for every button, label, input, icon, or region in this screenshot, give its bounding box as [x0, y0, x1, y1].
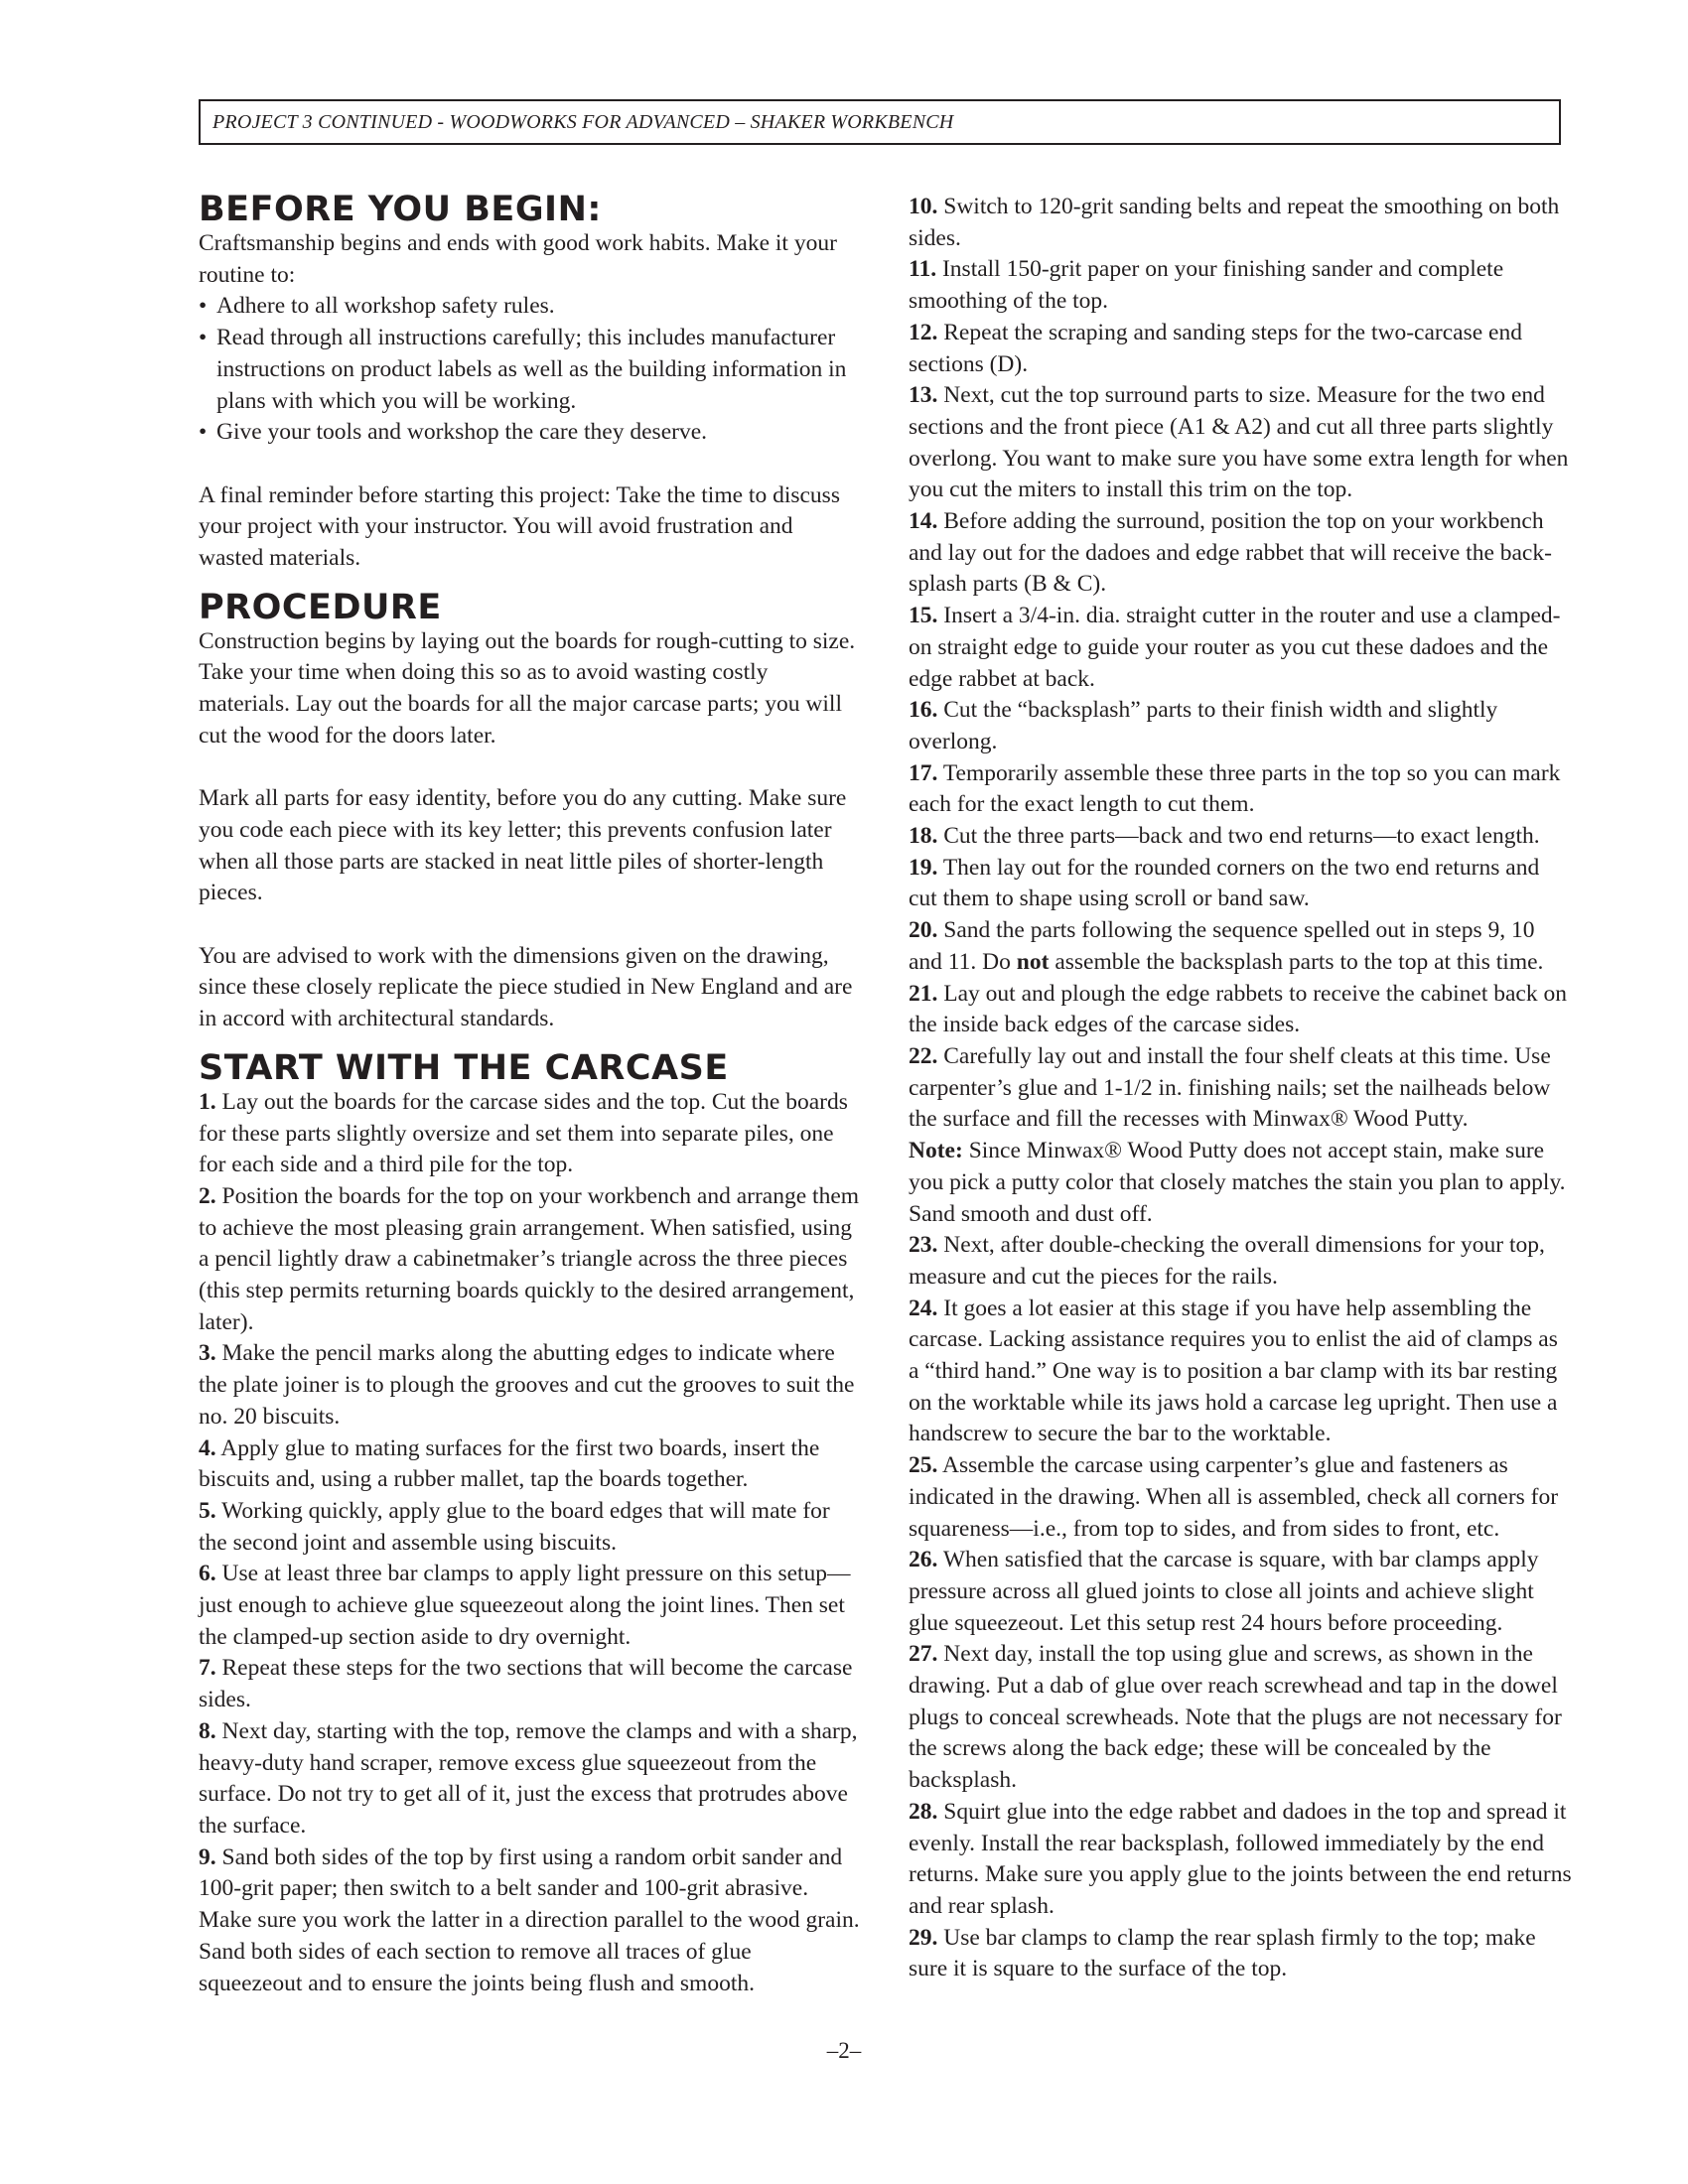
step-number: 7. [199, 1655, 216, 1682]
step-text: Lay out the boards for the carcase sides and the top. Cut the boards for these parts slightly oversize and set them into separate piles, one for each side and a third pile for the top. [199, 1088, 848, 1178]
step-item [199, 1843, 860, 2000]
step-text: Cut the three parts—back and two end returns—to exact length. [943, 823, 1540, 850]
page-number: –2– [826, 2038, 862, 2063]
step-item [199, 1716, 860, 1843]
step-item [909, 1230, 1572, 1293]
step-text: Sand the parts following the sequence spelled out in steps 9, 10 and 11. Do [909, 917, 1535, 975]
step-text: Repeat these steps for the two sections that will become the carcase sides. [199, 1655, 853, 1713]
step-emphasis: not [1016, 948, 1050, 975]
step-number: 19. [909, 854, 938, 881]
bullet-icon: • [199, 293, 208, 320]
step-item [909, 318, 1572, 380]
step-text: Sand both sides of the top by first using a random orbit sander and 100-grit paper; then switch to a belt sander and 100-grit abrasive. Make sure you work the latter in a direction parallel to the wood grain. Sand both sides of each section to remove all traces of glue squeezeout and to ensure the joints being flush and smooth. [199, 1843, 860, 1996]
step-text: Repeat the scraping and sanding steps for the two-carcase end sections (D). [909, 319, 1522, 377]
step-number: 5. [199, 1497, 216, 1524]
step-number: 13. [909, 382, 938, 409]
step-number: 4. [199, 1434, 216, 1461]
step-number: 16. [909, 697, 938, 724]
step-number: 3. [199, 1340, 216, 1367]
step-number: 26. [909, 1547, 938, 1573]
step-text: Squirt glue into the edge rabbet and dadoes in the top and spread it evenly. Install the rear backsplash, followed immediately by the end returns. Make sure you apply glue to the joints between the end returns and rear splash. [909, 1798, 1572, 1919]
step-text: Use at least three bar clamps to apply light pressure on this setup—just enough to achieve glue squeezeout along the joint lines. Then set the clamped-up section aside to dry overnight. [199, 1561, 851, 1650]
step-item [909, 1294, 1572, 1451]
step-number: 28. [909, 1798, 938, 1825]
step-item [909, 192, 1572, 254]
step-text: Position the boards for the top on your workbench and arrange them to achieve the most pleasing grain arrangement. When satisfied, using a pencil lightly draw a cabinetmaker’s triangle across the three pieces (this step permits returning boards quickly to the desired arrangement, later). [199, 1182, 860, 1335]
step-item [909, 1639, 1572, 1797]
bullet-icon: • [199, 325, 208, 351]
step-item [909, 1545, 1572, 1639]
step-number: 2. [199, 1182, 216, 1209]
step-item [909, 380, 1572, 506]
step-text: Apply glue to mating surfaces for the first two boards, insert the biscuits and, using a rubber mallet, tap the boards together. [199, 1434, 820, 1493]
step-text: Next, cut the top surround parts to size. Measure for the two end sections and the front piece (A1 & A2) and cut all three parts slightly overlong. You want to make sure you have some extra length for when you cut the miters to install this trim on the top. [909, 382, 1569, 503]
step-text: Next day, starting with the top, remove the clamps and with a sharp, heavy-duty hand scraper, remove excess glue squeezeout from the surface. Do not try to get all of it, just the excess that protrudes above the surface. [199, 1717, 858, 1839]
step-item [909, 601, 1572, 695]
step-item [199, 1338, 860, 1433]
step-number: 14. [909, 508, 938, 535]
before-intro: Craftsmanship begins and ends with good work habits. Make it your routine to: [199, 230, 837, 288]
procedure-paragraph: Construction begins by laying out the boards for rough-cutting to size. Take your time when doing this so as to avoid wasting costly materials. Lay out the boards for all the major carcase parts; you will cut the wood for the doors later. [199, 627, 856, 749]
step-text: Carefully lay out and install the four shelf cleats at this time. Use carpenter’s glue and 1-1/2 in. finishing nails; set the nailheads below the surface and fill the recesses with Minwax® Wood Putty. [909, 1042, 1551, 1133]
step-text: Install 150-grit paper on your finishing sander and complete smoothing of the top. [909, 256, 1504, 315]
before-heading: BEFORE YOU BEGIN: [199, 190, 602, 229]
step-item [199, 1653, 860, 1715]
step-item [909, 695, 1572, 757]
step-text: When satisfied that the carcase is square, with bar clamps apply pressure across all glued joints to close all joints and achieve slight glue squeezeout. Let this setup rest 24 hours before proceeding. [909, 1547, 1539, 1636]
step-item [909, 254, 1572, 317]
step-text: Assemble the carcase using carpenter’s glue and fasteners as indicated in the drawing. When all is assembled, check all corners for squareness—i.e., from top to sides, and from sides to front, etc. [909, 1452, 1559, 1542]
steps-right-list [909, 192, 1572, 1985]
step-number: 24. [909, 1295, 938, 1321]
bullet-icon: • [199, 419, 208, 446]
step-text: Insert a 3/4-in. dia. straight cutter in the router and use a clamped-on straight edge to guide your router as you cut these dadoes and the edge rabbet at back. [909, 603, 1561, 692]
steps-left-list [199, 1087, 860, 1999]
step-text: assemble the backsplash parts to the top at this time. [1049, 948, 1544, 975]
left-column [199, 191, 860, 1999]
step-item [909, 1797, 1572, 1923]
step-item [909, 1041, 1572, 1136]
step-number: 18. [909, 823, 938, 850]
step-text: It goes a lot easier at this stage if you have help assembling the carcase. Lacking assistance requires you to enlist the aid of clamps as a “third hand.” One way is to position a bar clamp with its bar resting on the worktable while its jaws hold a carcase leg upright. Then use a handscrew to secure the bar to the worktable. [909, 1295, 1558, 1447]
list-item: • Read through all instructions carefully; this includes manufacturer instructions on product labels as well as the building information in plans with which you will be working. [199, 325, 847, 414]
step-text: Lay out and plough the edge rabbets to receive the cabinet back on the inside back edges of the carcase sides. [909, 980, 1567, 1038]
step-text: Before adding the surround, position the top on your workbench and lay out for the dadoes and edge rabbet that will receive the back-splash parts (B & C). [909, 508, 1552, 598]
safety-list [199, 291, 860, 449]
step-number: 1. [199, 1088, 216, 1115]
step-number: 21. [909, 980, 938, 1007]
step-number: 29. [909, 1924, 938, 1951]
step-text: Switch to 120-grit sanding belts and repeat the smoothing on both sides. [909, 194, 1560, 251]
step-number: 15. [909, 603, 938, 629]
step-item [909, 979, 1572, 1041]
procedure-paragraph: You are advised to work with the dimensions given on the drawing, since these closely replicate the piece studied in New England and are in accord with architectural standards. [199, 942, 853, 1032]
right-column [909, 192, 1572, 1985]
step-number: 25. [909, 1452, 938, 1479]
step-item [199, 1181, 860, 1339]
step-item [199, 1496, 860, 1559]
step-number: Note: [909, 1138, 963, 1164]
step-item [909, 1136, 1572, 1230]
step-text: Temporarily assemble these three parts in the top so you can mark each for the exact length to cut them. [909, 759, 1561, 818]
procedure-heading: PROCEDURE [199, 587, 442, 627]
step-item [909, 853, 1572, 915]
step-text: Then lay out for the rounded corners on the two end returns and cut them to shape using scroll or band saw. [909, 854, 1540, 912]
step-number: 6. [199, 1561, 216, 1587]
step-text: Since Minwax® Wood Putty does not accept stain, make sure you pick a putty color that closely matches the stain you plan to apply. Sand smooth and dust off. [909, 1138, 1566, 1227]
list-item: • Give your tools and workshop the care they deserve. [199, 417, 860, 449]
procedure-paragraph: Mark all parts for easy identity, before you do any cutting. Make sure you code each piece with its key letter; this prevents confusion later when all those parts are stacked in neat little piles of shorter-length pieces. [199, 785, 847, 906]
step-number: 23. [909, 1232, 938, 1259]
step-text: Next day, install the top using glue and screws, as shown in the drawing. Put a dab of glue over reach screwhead and tap in the dowel plugs to conceal screwheads. Note that the plugs are not necessary for the screws along the back edge; these will be concealed by the backsplash. [909, 1641, 1562, 1794]
step-number: 12. [909, 319, 938, 345]
step-item [909, 915, 1572, 978]
step-item [199, 1087, 860, 1181]
step-number: 8. [199, 1717, 216, 1744]
step-number: 11. [909, 256, 937, 283]
step-number: 27. [909, 1641, 938, 1668]
step-text: Working quickly, apply glue to the board edges that will mate for the second joint and assemble using biscuits. [199, 1497, 830, 1556]
step-item [909, 758, 1572, 821]
step-number: 20. [909, 917, 938, 944]
step-number: 10. [909, 194, 938, 219]
before-reminder: A final reminder before starting this project: Take the time to discuss your project with your instructor. You will avoid frustration and wasted materials. [199, 481, 840, 572]
step-item [909, 506, 1572, 601]
list-item: • Adhere to all workshop safety rules. [199, 291, 860, 323]
step-text: Cut the “backsplash” parts to their finish width and slightly overlong. [909, 697, 1498, 754]
step-item [199, 1433, 860, 1496]
step-item [199, 1559, 860, 1653]
step-number: 17. [909, 759, 938, 786]
step-item [909, 1923, 1572, 1985]
step-text: Make the pencil marks along the abutting edges to indicate where the plate joiner is to plough the grooves and cut the grooves to suit the no. 20 biscuits. [199, 1340, 855, 1430]
step-item [909, 821, 1572, 853]
step-item [909, 1450, 1572, 1545]
step-number: 22. [909, 1042, 938, 1069]
step-number: 9. [199, 1843, 216, 1870]
step-text: Next, after double-checking the overall dimensions for your top, measure and cut the pieces for the rails. [909, 1232, 1545, 1290]
running-header: PROJECT 3 CONTINUED - WOODWORKS FOR ADVANCED – SHAKER WORKBENCH [199, 99, 1561, 145]
step-text: Use bar clamps to clamp the rear splash firmly to the top; make sure it is square to the surface of the top. [909, 1924, 1536, 1982]
carcase-heading: START WITH THE CARCASE [199, 1047, 729, 1088]
